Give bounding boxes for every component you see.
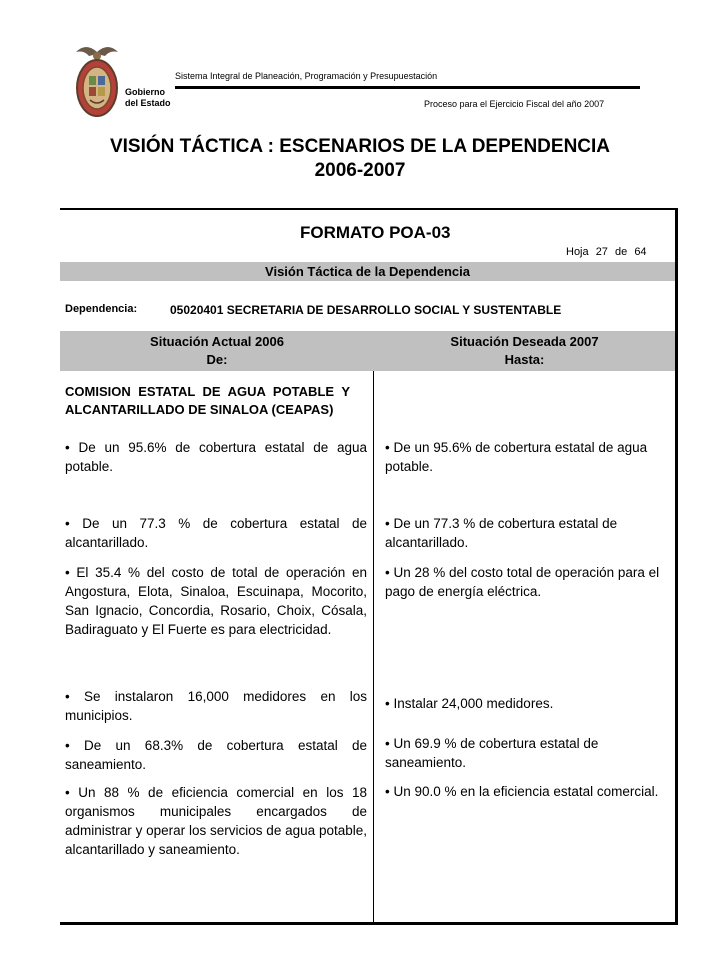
sheet-info bbox=[566, 246, 651, 258]
organization-name: COMISION ESTATAL DE AGUA POTABLE Y ALCANTARILLADO DE SINALOA (CEAPAS) bbox=[65, 384, 350, 417]
form-frame-bottom-border bbox=[60, 922, 678, 925]
form-frame-right-border bbox=[675, 208, 678, 924]
column-title-current: Situación Actual 2006 bbox=[150, 334, 284, 349]
sheet-number: 27 bbox=[595, 246, 608, 258]
government-label-line2: del Estado bbox=[125, 98, 171, 108]
desired-item-4: • Instalar 24,000 medidores. bbox=[385, 696, 554, 711]
sheet-label: Hoja bbox=[566, 246, 589, 258]
system-name: Sistema Integral de Planeación, Programación y Presupuestación bbox=[175, 71, 438, 81]
header-rule bbox=[175, 86, 640, 89]
current-item-3: • El 35.4 % del costo de total de operación en Angostura, Elota, Sinaloa, Escuinapa, Mocorito, San Ignacio, Concordia, Rosario, Choix, Cósala, Badiraguato y El Fuerte es para electricidad. bbox=[65, 565, 367, 637]
current-item-4: • Se instalaron 16,000 medidores en los municipios. bbox=[65, 689, 367, 723]
column-sub-desired: Hasta: bbox=[504, 352, 545, 367]
column-divider bbox=[373, 371, 374, 923]
fiscal-process-label: Proceso para el Ejercicio Fiscal del año 2007 bbox=[424, 99, 605, 109]
desired-item-6: • Un 90.0 % en la eficiencia estatal comercial. bbox=[385, 784, 659, 799]
current-item-6: • Un 88 % de eficiencia comercial en los 18 organismos municipales encargados de administrar y operar los servicios de agua potable, alcantarillado y saneamiento. bbox=[65, 785, 367, 857]
column-title-desired: Situación Deseada 2007 bbox=[450, 334, 599, 349]
page-title bbox=[40, 135, 680, 183]
state-emblem-logo bbox=[72, 40, 122, 120]
government-label-line1: Gobierno bbox=[125, 87, 165, 97]
desired-item-3: • Un 28 % del costo total de operación para el pago de energía eléctrica. bbox=[385, 565, 660, 599]
dependency-label: Dependencia: bbox=[65, 303, 138, 315]
page-title-line2: 2006-2007 bbox=[314, 160, 406, 181]
sheet-total: 64 bbox=[634, 246, 647, 258]
dependency-value: 05020401 SECRETARIA DE DESARROLLO SOCIAL Y SUSTENTABLE bbox=[170, 303, 562, 317]
column-header-desired bbox=[374, 333, 675, 369]
section-title-bar: Visión Táctica de la Dependencia bbox=[60, 262, 675, 281]
format-title: FORMATO POA-03 bbox=[300, 223, 451, 242]
page-title-line1: VISIÓN TÁCTICA : ESCENARIOS DE LA DEPENDENCIA bbox=[109, 136, 611, 157]
desired-item-5: • Un 69.9 % de cobertura estatal de saneamiento. bbox=[385, 736, 599, 770]
desired-item-1: • De un 95.6% de cobertura estatal de agua potable. bbox=[385, 440, 648, 474]
desired-item-2: • De un 77.3 % de cobertura estatal de alcantarillado. bbox=[385, 516, 618, 550]
sheet-of: de bbox=[615, 246, 628, 258]
current-item-1: • De un 95.6% de cobertura estatal de agua potable. bbox=[65, 440, 367, 474]
current-item-2: • De un 77.3 % de cobertura estatal de alcantarillado. bbox=[65, 516, 367, 550]
current-item-5: • De un 68.3% de cobertura estatal de saneamiento. bbox=[65, 738, 367, 772]
column-header-current bbox=[60, 333, 374, 369]
column-sub-current: De: bbox=[206, 352, 228, 367]
